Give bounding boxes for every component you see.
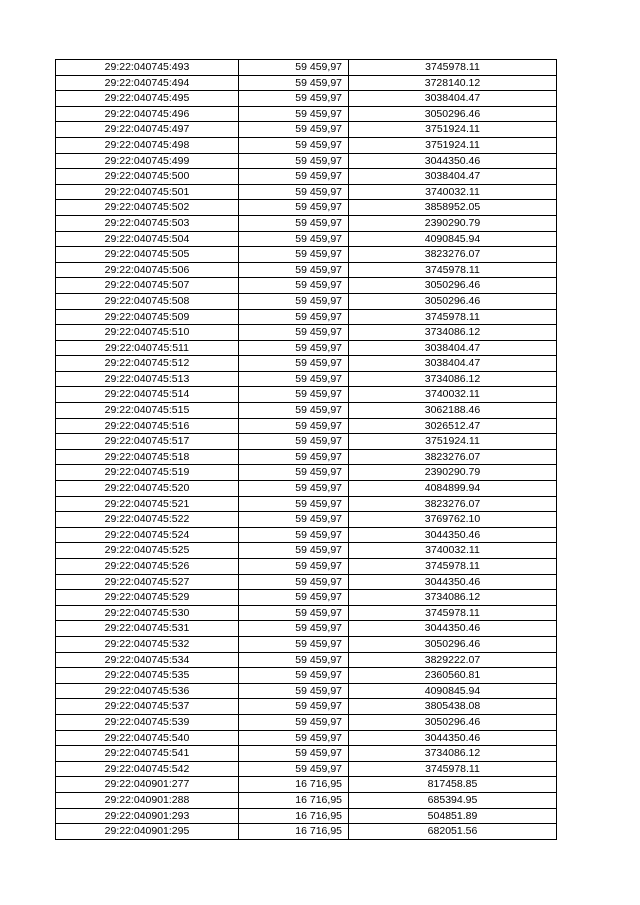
cadastral-number-cell: 29:22:040745:519 <box>56 465 239 481</box>
cadastral-number-cell: 29:22:040745:504 <box>56 231 239 247</box>
table-row <box>56 714 557 730</box>
cadastral-number-cell: 29:22:040745:526 <box>56 559 239 575</box>
unit-price-cell: 59 459,97 <box>239 387 349 403</box>
total-value-cell: 3823276.07 <box>349 247 557 263</box>
cadastral-number-cell: 29:22:040745:509 <box>56 309 239 325</box>
total-value-cell: 3044350.46 <box>349 574 557 590</box>
unit-price-cell: 59 459,97 <box>239 574 349 590</box>
unit-price-cell: 59 459,97 <box>239 668 349 684</box>
unit-price-cell: 59 459,97 <box>239 590 349 606</box>
cadastral-number-cell: 29:22:040901:277 <box>56 777 239 793</box>
total-value-cell: 3044350.46 <box>349 527 557 543</box>
table-row <box>56 730 557 746</box>
unit-price-cell: 59 459,97 <box>239 403 349 419</box>
unit-price-cell: 59 459,97 <box>239 512 349 528</box>
table-row <box>56 153 557 169</box>
cadastral-number-cell: 29:22:040745:522 <box>56 512 239 528</box>
total-value-cell: 3038404.47 <box>349 91 557 107</box>
total-value-cell: 682051.56 <box>349 824 557 840</box>
cadastral-number-cell: 29:22:040745:499 <box>56 153 239 169</box>
unit-price-cell: 59 459,97 <box>239 699 349 715</box>
table-row <box>56 137 557 153</box>
table-row <box>56 215 557 231</box>
unit-price-cell: 59 459,97 <box>239 481 349 497</box>
table-row <box>56 247 557 263</box>
cadastral-number-cell: 29:22:040901:293 <box>56 808 239 824</box>
cadastral-number-cell: 29:22:040745:517 <box>56 434 239 450</box>
table-row <box>56 169 557 185</box>
unit-price-cell: 59 459,97 <box>239 325 349 341</box>
unit-price-cell: 59 459,97 <box>239 122 349 138</box>
unit-price-cell: 59 459,97 <box>239 559 349 575</box>
cadastral-number-cell: 29:22:040745:507 <box>56 278 239 294</box>
unit-price-cell: 59 459,97 <box>239 434 349 450</box>
cadastral-number-cell: 29:22:040745:494 <box>56 75 239 91</box>
unit-price-cell: 59 459,97 <box>239 371 349 387</box>
table-row <box>56 91 557 107</box>
table-row <box>56 434 557 450</box>
unit-price-cell: 59 459,97 <box>239 184 349 200</box>
table-row <box>56 106 557 122</box>
total-value-cell: 4090845.94 <box>349 231 557 247</box>
total-value-cell: 3745978.11 <box>349 60 557 76</box>
cadastral-number-cell: 29:22:040745:540 <box>56 730 239 746</box>
cadastral-number-cell: 29:22:040745:529 <box>56 590 239 606</box>
cadastral-number-cell: 29:22:040745:541 <box>56 746 239 762</box>
table-row <box>56 824 557 840</box>
table-row <box>56 231 557 247</box>
cadastral-number-cell: 29:22:040745:514 <box>56 387 239 403</box>
cadastral-number-cell: 29:22:040745:513 <box>56 371 239 387</box>
total-value-cell: 2390290.79 <box>349 465 557 481</box>
total-value-cell: 685394.95 <box>349 792 557 808</box>
total-value-cell: 3823276.07 <box>349 449 557 465</box>
unit-price-cell: 59 459,97 <box>239 543 349 559</box>
unit-price-cell: 59 459,97 <box>239 636 349 652</box>
total-value-cell: 3050296.46 <box>349 636 557 652</box>
unit-price-cell: 59 459,97 <box>239 730 349 746</box>
unit-price-cell: 59 459,97 <box>239 153 349 169</box>
unit-price-cell: 59 459,97 <box>239 309 349 325</box>
cadastral-number-cell: 29:22:040901:288 <box>56 792 239 808</box>
table-row <box>56 792 557 808</box>
total-value-cell: 3751924.11 <box>349 122 557 138</box>
unit-price-cell: 59 459,97 <box>239 91 349 107</box>
total-value-cell: 3745978.11 <box>349 262 557 278</box>
unit-price-cell: 59 459,97 <box>239 106 349 122</box>
table-row <box>56 449 557 465</box>
table-row <box>56 75 557 91</box>
total-value-cell: 2360560.81 <box>349 668 557 684</box>
total-value-cell: 3044350.46 <box>349 153 557 169</box>
cadastral-number-cell: 29:22:040745:535 <box>56 668 239 684</box>
unit-price-cell: 59 459,97 <box>239 247 349 263</box>
cadastral-number-cell: 29:22:040745:532 <box>56 636 239 652</box>
cadastral-number-cell: 29:22:040745:531 <box>56 621 239 637</box>
total-value-cell: 3751924.11 <box>349 434 557 450</box>
cadastral-number-cell: 29:22:040745:520 <box>56 481 239 497</box>
cadastral-number-cell: 29:22:040745:515 <box>56 403 239 419</box>
cadastral-number-cell: 29:22:040745:525 <box>56 543 239 559</box>
table-row <box>56 60 557 76</box>
unit-price-cell: 59 459,97 <box>239 200 349 216</box>
total-value-cell: 3062188.46 <box>349 403 557 419</box>
table-row <box>56 278 557 294</box>
unit-price-cell: 59 459,97 <box>239 215 349 231</box>
unit-price-cell: 59 459,97 <box>239 293 349 309</box>
unit-price-cell: 59 459,97 <box>239 449 349 465</box>
total-value-cell: 817458.85 <box>349 777 557 793</box>
total-value-cell: 3734086.12 <box>349 746 557 762</box>
cadastral-number-cell: 29:22:040745:495 <box>56 91 239 107</box>
table-row <box>56 699 557 715</box>
table-row <box>56 200 557 216</box>
table-row <box>56 418 557 434</box>
total-value-cell: 3050296.46 <box>349 293 557 309</box>
table-row <box>56 371 557 387</box>
total-value-cell: 3829222.07 <box>349 652 557 668</box>
unit-price-cell: 16 716,95 <box>239 808 349 824</box>
cadastral-number-cell: 29:22:040745:506 <box>56 262 239 278</box>
table-row <box>56 668 557 684</box>
total-value-cell: 3050296.46 <box>349 106 557 122</box>
cadastral-number-cell: 29:22:040901:295 <box>56 824 239 840</box>
unit-price-cell: 59 459,97 <box>239 262 349 278</box>
table-row <box>56 387 557 403</box>
total-value-cell: 3745978.11 <box>349 309 557 325</box>
cadastral-number-cell: 29:22:040745:534 <box>56 652 239 668</box>
table-row <box>56 808 557 824</box>
cadastral-number-cell: 29:22:040745:537 <box>56 699 239 715</box>
table-row <box>56 621 557 637</box>
table-row <box>56 777 557 793</box>
table-row <box>56 293 557 309</box>
total-value-cell: 3734086.12 <box>349 325 557 341</box>
total-value-cell: 3728140.12 <box>349 75 557 91</box>
total-value-cell: 504851.89 <box>349 808 557 824</box>
unit-price-cell: 59 459,97 <box>239 356 349 372</box>
total-value-cell: 3734086.12 <box>349 590 557 606</box>
table-row <box>56 309 557 325</box>
unit-price-cell: 59 459,97 <box>239 231 349 247</box>
unit-price-cell: 59 459,97 <box>239 746 349 762</box>
total-value-cell: 3769762.10 <box>349 512 557 528</box>
cadastral-number-cell: 29:22:040745:497 <box>56 122 239 138</box>
total-value-cell: 3858952.05 <box>349 200 557 216</box>
cadastral-number-cell: 29:22:040745:542 <box>56 761 239 777</box>
table-row <box>56 403 557 419</box>
unit-price-cell: 59 459,97 <box>239 652 349 668</box>
unit-price-cell: 59 459,97 <box>239 761 349 777</box>
cadastral-number-cell: 29:22:040745:502 <box>56 200 239 216</box>
table-row <box>56 496 557 512</box>
total-value-cell: 3745978.11 <box>349 605 557 621</box>
unit-price-cell: 59 459,97 <box>239 496 349 512</box>
table-row <box>56 512 557 528</box>
unit-price-cell: 59 459,97 <box>239 60 349 76</box>
cadastral-number-cell: 29:22:040745:524 <box>56 527 239 543</box>
table-row <box>56 527 557 543</box>
table-row <box>56 325 557 341</box>
total-value-cell: 3050296.46 <box>349 278 557 294</box>
table-row <box>56 543 557 559</box>
table-row <box>56 356 557 372</box>
total-value-cell: 3740032.11 <box>349 543 557 559</box>
cadastral-number-cell: 29:22:040745:539 <box>56 714 239 730</box>
cadastral-number-cell: 29:22:040745:500 <box>56 169 239 185</box>
table-row <box>56 683 557 699</box>
unit-price-cell: 59 459,97 <box>239 137 349 153</box>
table-row <box>56 605 557 621</box>
table-row <box>56 122 557 138</box>
table-row <box>56 636 557 652</box>
table-row <box>56 574 557 590</box>
cadastral-number-cell: 29:22:040745:527 <box>56 574 239 590</box>
total-value-cell: 3823276.07 <box>349 496 557 512</box>
unit-price-cell: 16 716,95 <box>239 777 349 793</box>
total-value-cell: 4090845.94 <box>349 683 557 699</box>
data-table <box>55 59 557 840</box>
table-row <box>56 481 557 497</box>
table-row <box>56 652 557 668</box>
table-row <box>56 262 557 278</box>
unit-price-cell: 59 459,97 <box>239 714 349 730</box>
cadastral-number-cell: 29:22:040745:501 <box>56 184 239 200</box>
total-value-cell: 4084899.94 <box>349 481 557 497</box>
table-row <box>56 590 557 606</box>
total-value-cell: 3038404.47 <box>349 169 557 185</box>
unit-price-cell: 59 459,97 <box>239 527 349 543</box>
total-value-cell: 3745978.11 <box>349 559 557 575</box>
cadastral-number-cell: 29:22:040745:521 <box>56 496 239 512</box>
unit-price-cell: 59 459,97 <box>239 340 349 356</box>
total-value-cell: 3740032.11 <box>349 387 557 403</box>
total-value-cell: 3751924.11 <box>349 137 557 153</box>
cadastral-number-cell: 29:22:040745:503 <box>56 215 239 231</box>
table-row <box>56 340 557 356</box>
unit-price-cell: 59 459,97 <box>239 75 349 91</box>
table-row <box>56 761 557 777</box>
table-row <box>56 559 557 575</box>
cadastral-number-cell: 29:22:040745:493 <box>56 60 239 76</box>
total-value-cell: 3805438.08 <box>349 699 557 715</box>
table-row <box>56 746 557 762</box>
cadastral-number-cell: 29:22:040745:536 <box>56 683 239 699</box>
cadastral-number-cell: 29:22:040745:516 <box>56 418 239 434</box>
cadastral-number-cell: 29:22:040745:510 <box>56 325 239 341</box>
unit-price-cell: 16 716,95 <box>239 792 349 808</box>
unit-price-cell: 59 459,97 <box>239 621 349 637</box>
cadastral-number-cell: 29:22:040745:498 <box>56 137 239 153</box>
cadastral-number-cell: 29:22:040745:530 <box>56 605 239 621</box>
cadastral-number-cell: 29:22:040745:512 <box>56 356 239 372</box>
cadastral-number-cell: 29:22:040745:511 <box>56 340 239 356</box>
total-value-cell: 3740032.11 <box>349 184 557 200</box>
total-value-cell: 3044350.46 <box>349 730 557 746</box>
unit-price-cell: 59 459,97 <box>239 418 349 434</box>
cadastral-number-cell: 29:22:040745:518 <box>56 449 239 465</box>
unit-price-cell: 59 459,97 <box>239 683 349 699</box>
total-value-cell: 3050296.46 <box>349 714 557 730</box>
total-value-cell: 2390290.79 <box>349 215 557 231</box>
table-row <box>56 465 557 481</box>
unit-price-cell: 59 459,97 <box>239 278 349 294</box>
cadastral-number-cell: 29:22:040745:496 <box>56 106 239 122</box>
total-value-cell: 3734086.12 <box>349 371 557 387</box>
unit-price-cell: 16 716,95 <box>239 824 349 840</box>
data-table-body <box>56 60 557 840</box>
table-row <box>56 184 557 200</box>
cadastral-number-cell: 29:22:040745:508 <box>56 293 239 309</box>
total-value-cell: 3026512.47 <box>349 418 557 434</box>
total-value-cell: 3038404.47 <box>349 356 557 372</box>
total-value-cell: 3745978.11 <box>349 761 557 777</box>
unit-price-cell: 59 459,97 <box>239 605 349 621</box>
unit-price-cell: 59 459,97 <box>239 169 349 185</box>
unit-price-cell: 59 459,97 <box>239 465 349 481</box>
total-value-cell: 3038404.47 <box>349 340 557 356</box>
cadastral-number-cell: 29:22:040745:505 <box>56 247 239 263</box>
total-value-cell: 3044350.46 <box>349 621 557 637</box>
